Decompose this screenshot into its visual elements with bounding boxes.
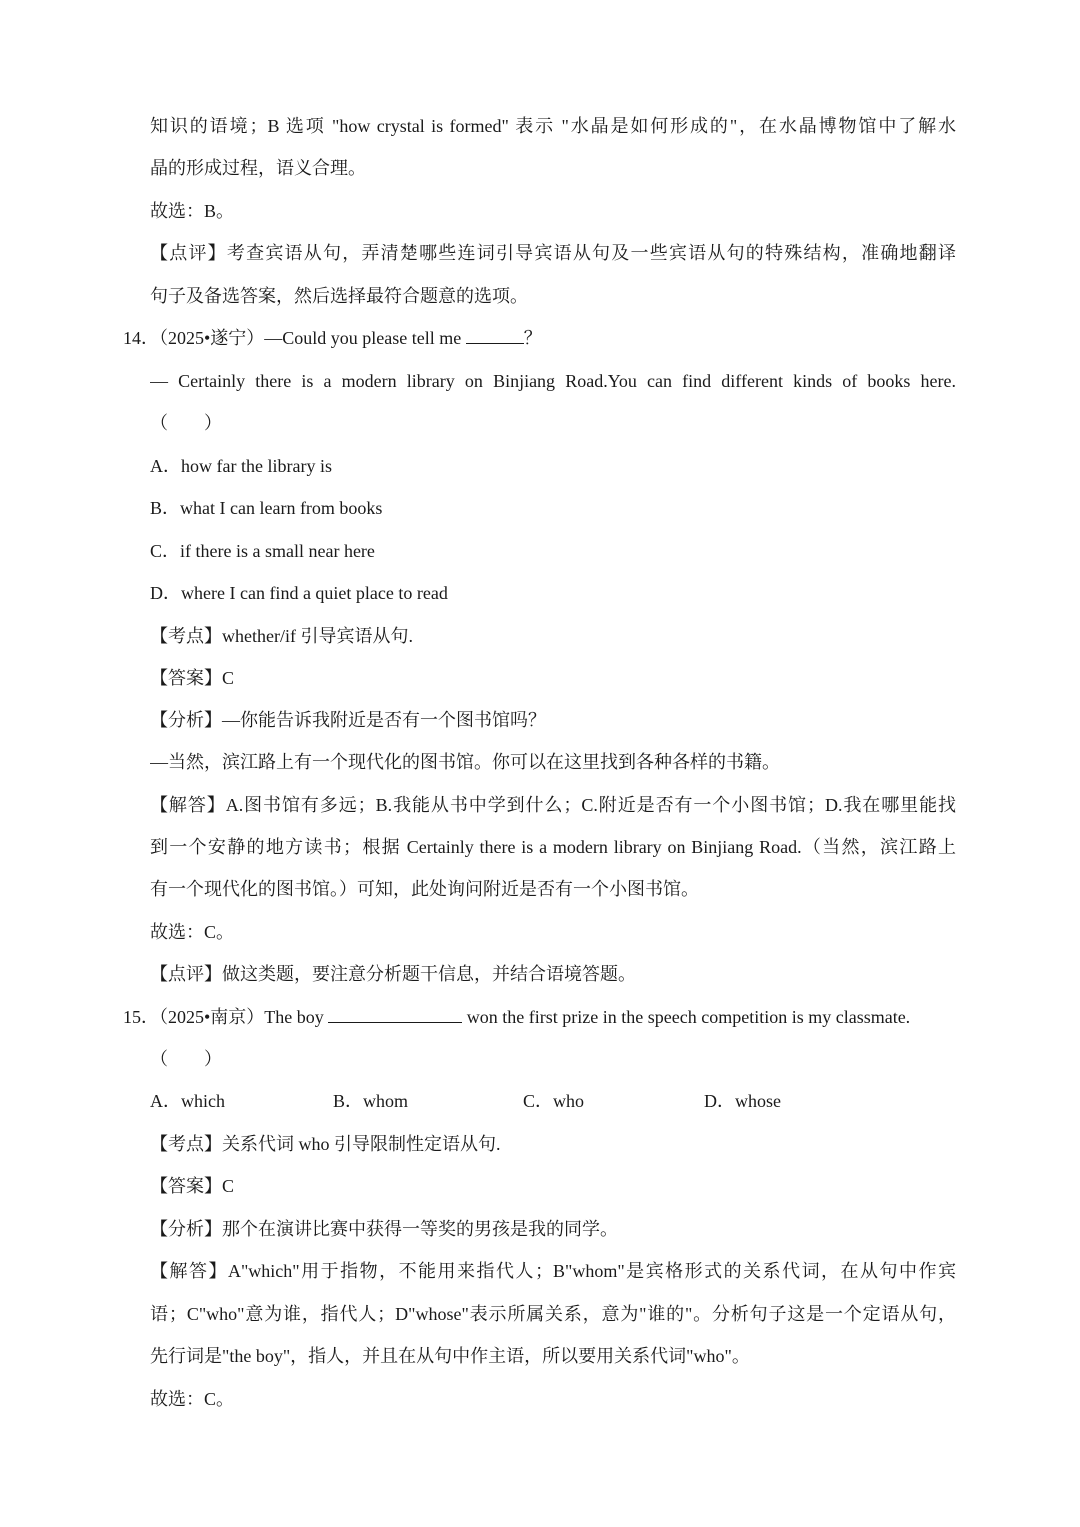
q14-prompt-blank bbox=[466, 325, 524, 344]
q13-comment-line-1: 【点评】考查宾语从句，弄清楚哪些连词引导宾语从句及一些宾语从句的特殊结构，准确地翻译 bbox=[150, 243, 956, 263]
q14-kaodian: 【考点】whether/if 引导宾语从句. bbox=[150, 626, 413, 646]
q14-option-b: B．what I can learn from books bbox=[150, 498, 383, 518]
q14-solution-line-2: 到一个安静的地方读书；根据 Certainly there is a modern library on Binjiang Road.（当然，滨江路上 bbox=[150, 837, 956, 857]
q15-answer-paren: （ ） bbox=[150, 1049, 222, 1069]
q13-choice: 故选：B。 bbox=[150, 201, 235, 221]
q15-prompt-blank bbox=[328, 1004, 462, 1023]
q15-choice: 故选：C。 bbox=[150, 1389, 235, 1409]
q15-kaodian: 【考点】关系代词 who 引导限制性定语从句. bbox=[150, 1134, 501, 1154]
q14-option-a: A．how far the library is bbox=[150, 456, 332, 476]
q15-option-a: A．which bbox=[150, 1091, 225, 1111]
q14-option-d: D．where I can find a quiet place to read bbox=[150, 583, 448, 603]
q15-option-d: D．whose bbox=[704, 1091, 781, 1111]
q14-answer-paren: （ ） bbox=[150, 413, 222, 433]
q14-reply: — Certainly there is a modern library on Binjiang Road.You can find different kinds of books here. bbox=[150, 371, 956, 391]
q15-options-row bbox=[150, 1086, 956, 1116]
q14-option-c: C．if there is a small near here bbox=[150, 541, 375, 561]
q14-comment: 【点评】做这类题，要注意分析题干信息，并结合语境答题。 bbox=[150, 964, 636, 984]
q15-answer: 【答案】C bbox=[150, 1176, 235, 1196]
q13-explanation-line-1: 知识的语境；B 选项 "how crystal is formed" 表示 "水晶是如何形成的"，在水晶博物馆中了解水 bbox=[150, 116, 956, 136]
q14-analysis-line-2: —当然，滨江路上有一个现代化的图书馆。你可以在这里找到各种各样的书籍。 bbox=[150, 752, 780, 772]
q15-prompt-end: won the first prize in the speech competition is my classmate. bbox=[462, 1007, 911, 1027]
q15-prompt bbox=[123, 1002, 956, 1032]
q15-solution-line-2: 语；C"who"意为谁，指代人；D"whose"表示所属关系，意为"谁的"。分析句子这是一个定语从句， bbox=[150, 1304, 956, 1324]
q14-solution-line-3: 有一个现代化的图书馆。）可知，此处询问附近是否有一个小图书馆。 bbox=[150, 879, 699, 899]
q14-prompt-start: 14．（2025•遂宁）—Could you please tell me bbox=[123, 328, 466, 348]
q14-answer: 【答案】C bbox=[150, 668, 235, 688]
q15-solution-line-3: 先行词是"the boy"，指人，并且在从句中作主语，所以要用关系代词"who"。 bbox=[150, 1346, 750, 1366]
q14-solution-line-1: 【解答】A.图书馆有多远；B.我能从书中学到什么；C.附近是否有一个小图书馆；D.我在哪里能找 bbox=[150, 795, 956, 815]
q15-solution-line-1: 【解答】A"which"用于指物，不能用来指代人；B"whom"是宾格形式的关系代词，在从句中作宾 bbox=[150, 1261, 956, 1281]
q15-prompt-start: 15．（2025•南京）The boy bbox=[123, 1007, 329, 1027]
q14-choice: 故选：C。 bbox=[150, 922, 235, 942]
q15-option-c: C．who bbox=[523, 1091, 585, 1111]
q14-analysis-line-1: 【分析】—你能告诉我附近是否有一个图书馆吗？ bbox=[150, 710, 546, 730]
q14-prompt bbox=[123, 323, 956, 353]
q13-comment-line-2: 句子及备选答案，然后选择最符合题意的选项。 bbox=[150, 286, 528, 306]
q15-analysis: 【分析】那个在演讲比赛中获得一等奖的男孩是我的同学。 bbox=[150, 1219, 618, 1239]
q15-option-b: B．whom bbox=[333, 1091, 409, 1111]
q13-explanation-line-2: 晶的形成过程，语义合理。 bbox=[150, 158, 366, 178]
q14-prompt-end: ？ bbox=[523, 328, 542, 348]
